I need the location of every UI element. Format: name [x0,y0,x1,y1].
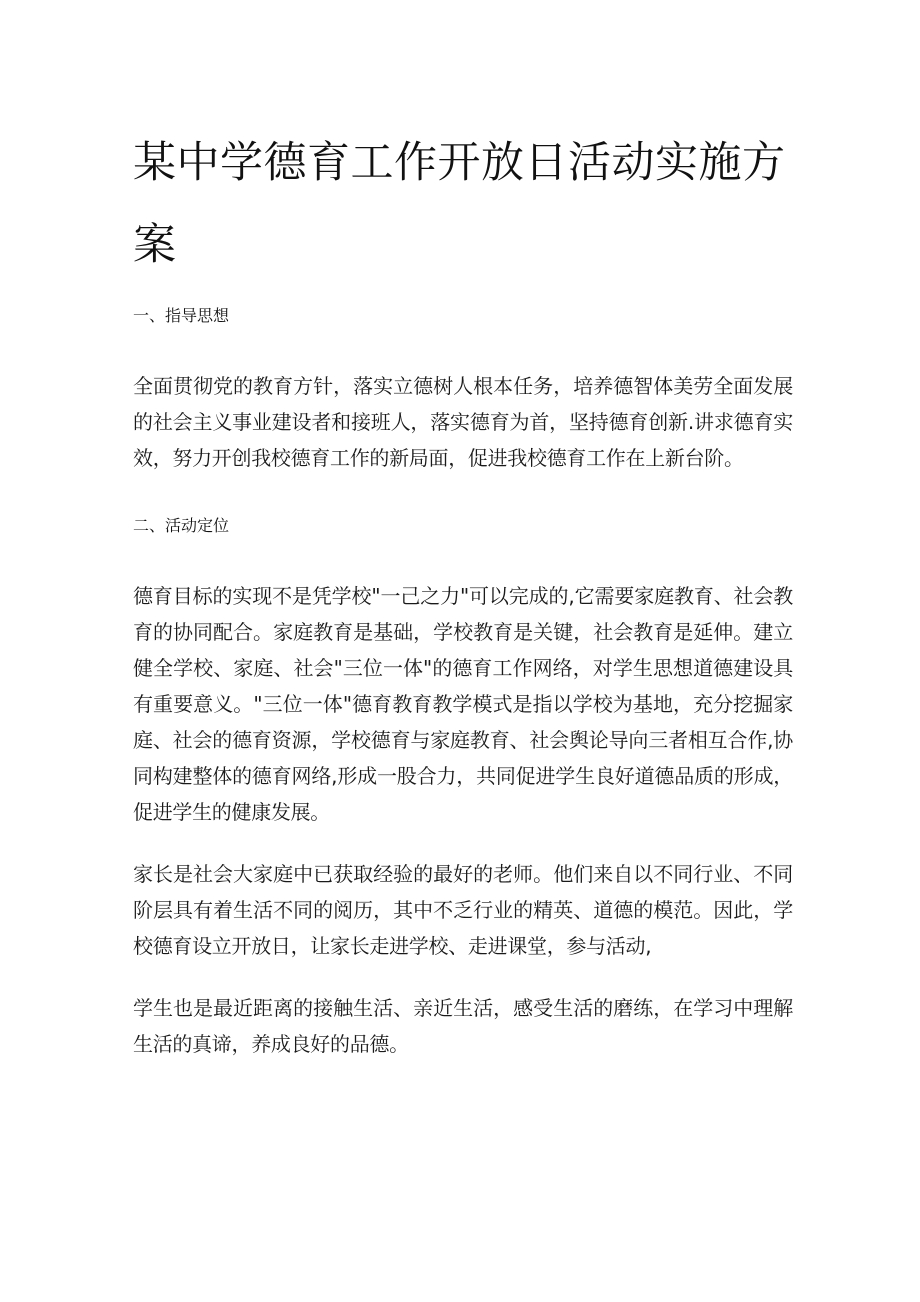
document-title [133,122,793,286]
paragraph-activity-positioning-2: 家长是社会大家庭中已获取经验的最好的老师。他们来自以不同行业、不同阶层具有着生活不同的阅历，其中不乏行业的精英、道德的模范。因此，学校德育设立开放日，让家长走进学校、走进课堂，参与活动, [133,862,793,958]
section-heading-activity-positioning: 二、活动定位 [133,516,230,535]
document-title-line-1: 某中学德育工作开放日活动实施方 [133,138,786,188]
section-heading-guiding-ideology: 一、指导思想 [133,306,230,325]
document-title-line-2: 案 [133,220,177,270]
document-page [133,122,793,1062]
paragraph-guiding-ideology: 全面贯彻党的教育方针，落实立德树人根本任务，培养德智体美劳全面发展的社会主义事业建设者和接班人，落实德育为首，坚持德育创新.讲求德育实效，努力开创我校德育工作的新局面，促进我校德育工作在上新台阶。 [133,374,793,470]
paragraph-activity-positioning-3: 学生也是最近距离的接触生活、亲近生活，感受生活的磨练，在学习中理解生活的真谛，养成良好的品德。 [133,996,793,1056]
paragraph-activity-positioning-1: 德育目标的实现不是凭学校"一己之力"可以完成的,它需要家庭教育、社会教育的协同配合。家庭教育是基础，学校教育是关键，社会教育是延伸。建立健全学校、家庭、社会"三位一体"的德育工作网络，对学生思想道德建设具有重要意义。"三位一体"德育教育教学模式是指以学校为基地，充分挖掘家庭、社会的德育资源，学校德育与家庭教育、社会舆论导向三者相互合作,协同构建整体的德育网络,形成一股合力，共同促进学生良好道德品质的形成，促进学生的健康发展。 [133,584,793,824]
